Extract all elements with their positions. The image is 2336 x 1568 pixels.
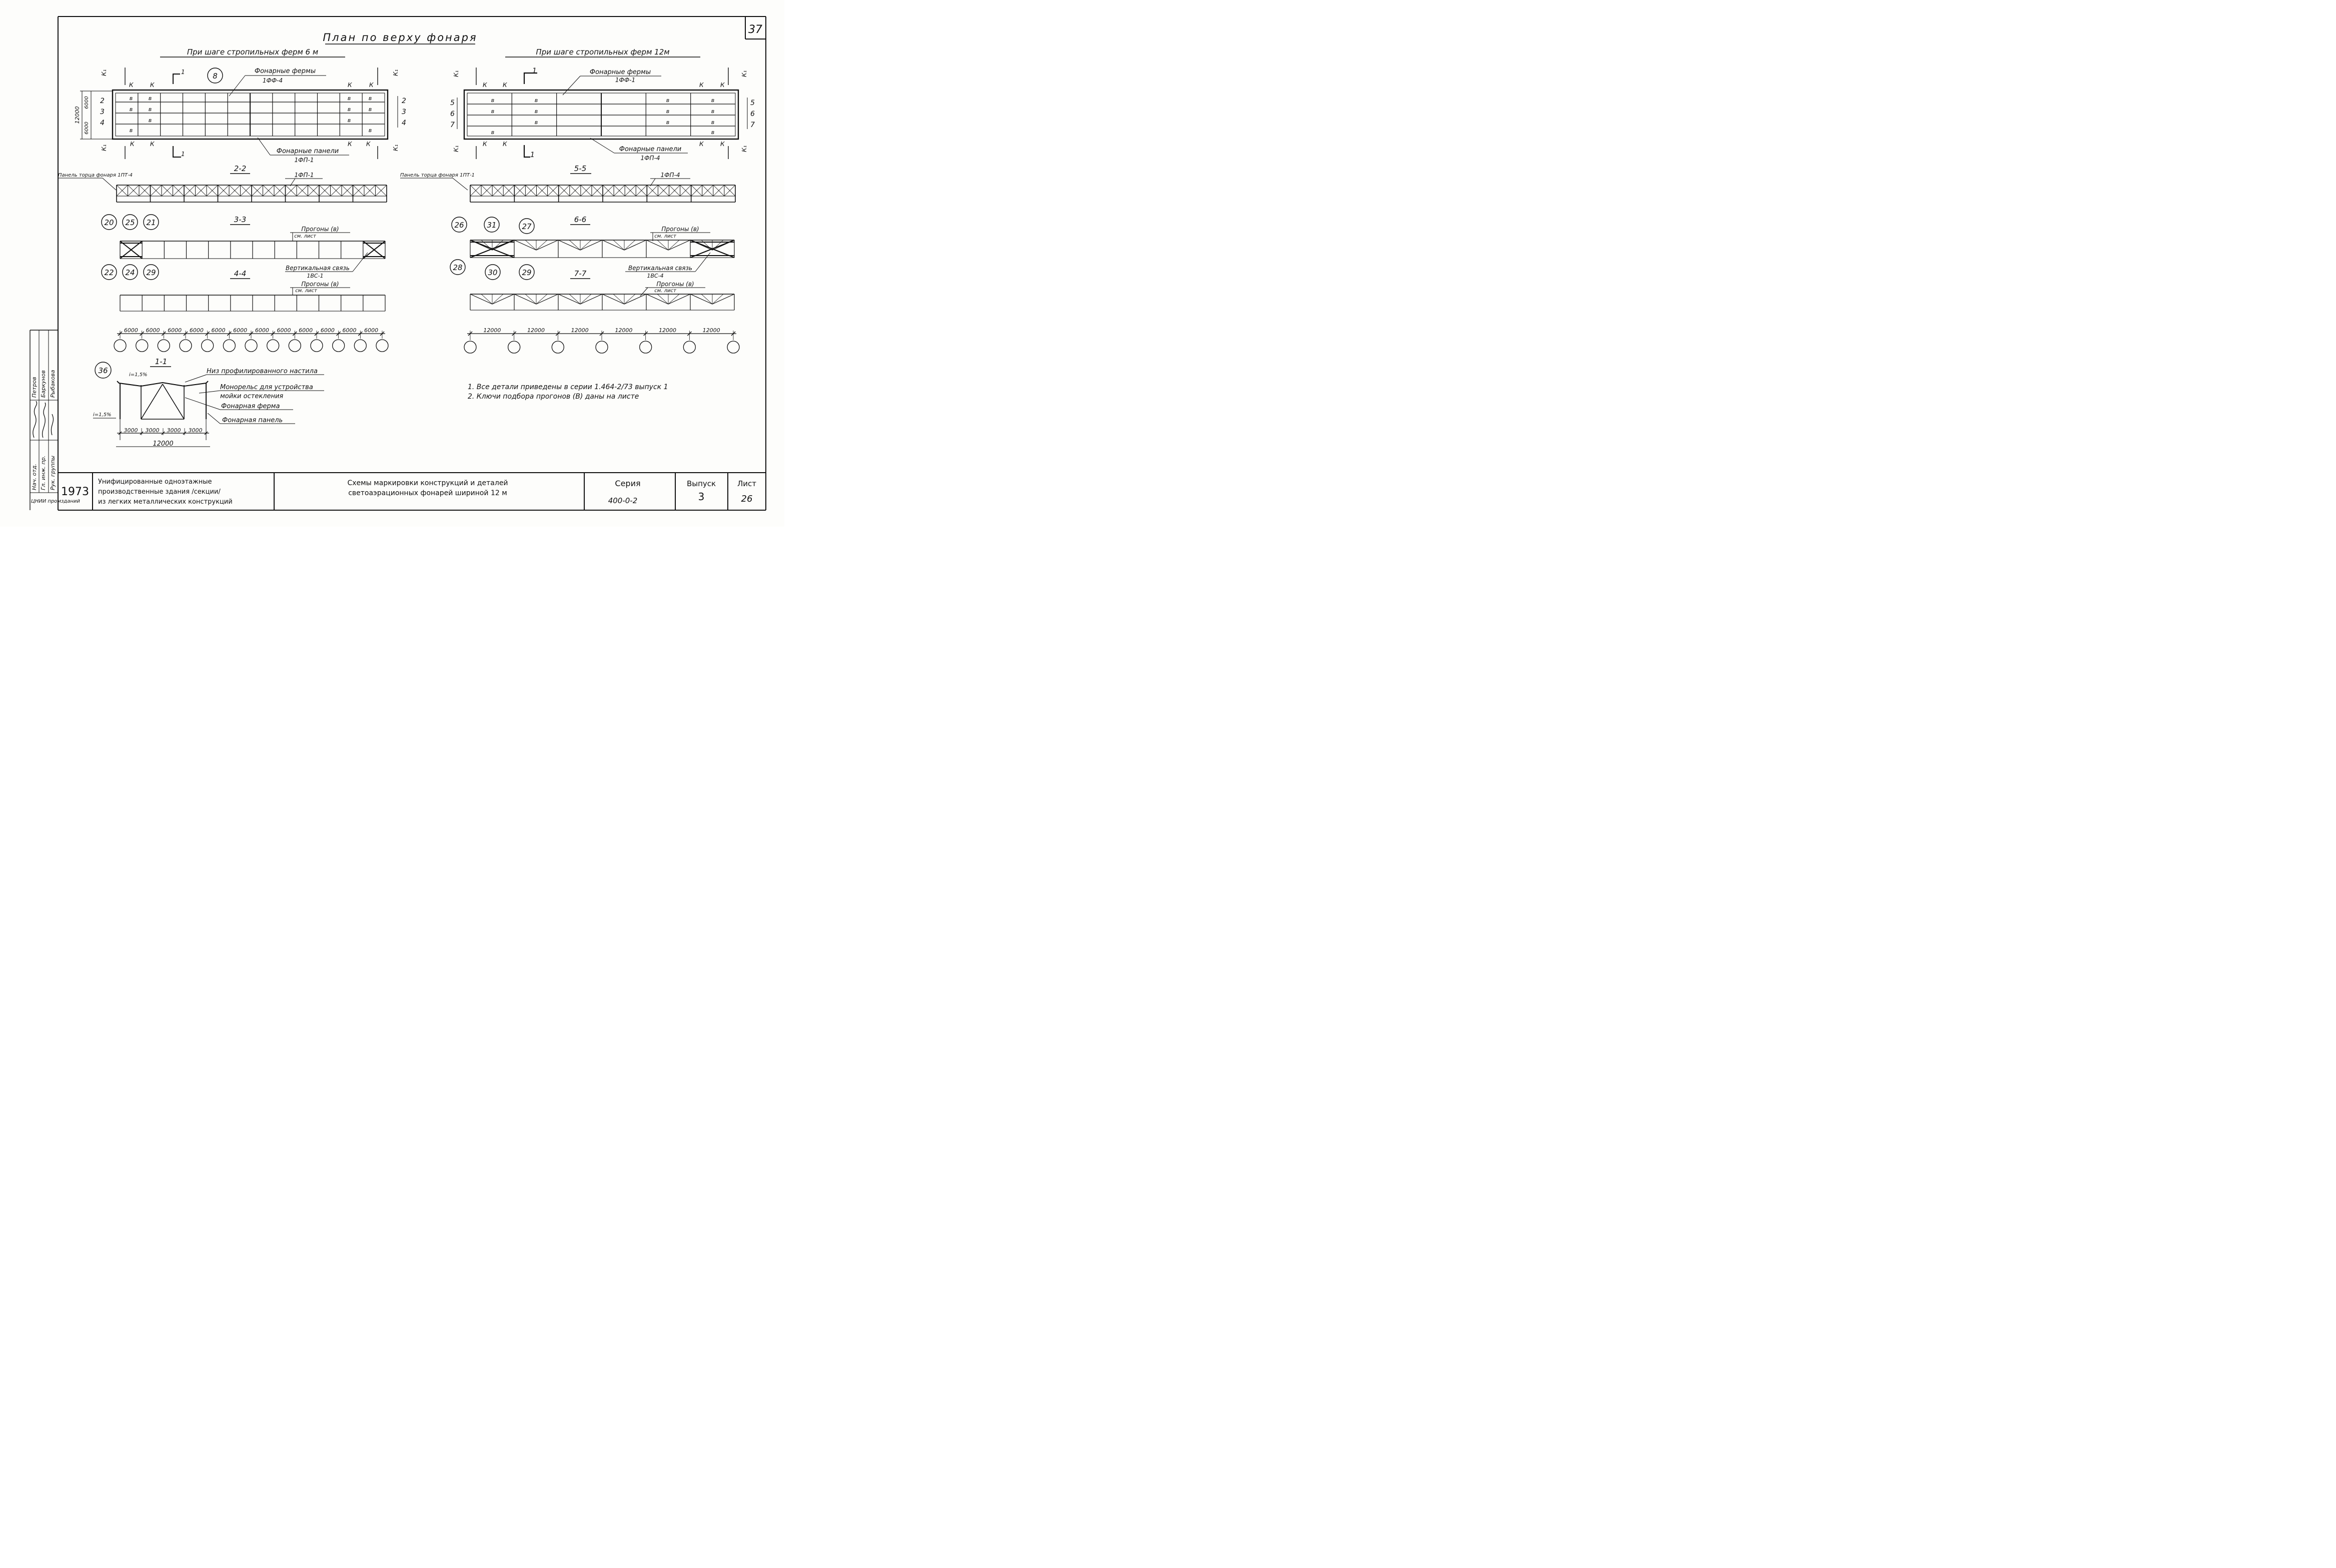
dim-value: 12000 xyxy=(702,327,720,334)
year: 1973 xyxy=(61,486,89,498)
mark-v: в xyxy=(491,97,495,104)
note-rail-2: мойки остекления xyxy=(220,393,284,400)
mark-v: в xyxy=(666,119,670,126)
truss-web xyxy=(580,294,591,304)
mark-k: К xyxy=(720,141,725,148)
purlins-label: Прогоны (в) xyxy=(301,226,339,233)
bracing-label: Вертикальная связь xyxy=(628,265,692,272)
trusses-label: Фонарные фермы xyxy=(254,68,316,75)
section-title: 6-6 xyxy=(574,215,587,224)
axis-circle xyxy=(376,340,388,352)
section-title: 4-4 xyxy=(234,269,247,278)
mark-v: в xyxy=(368,127,372,134)
truss-diagonal xyxy=(646,294,668,304)
axis-circle xyxy=(508,341,520,353)
callout-label: 29 xyxy=(146,268,156,277)
axis-circle xyxy=(311,340,323,352)
axis-circle xyxy=(223,340,235,352)
dim-value: 12000 xyxy=(659,327,676,334)
row-mark: 6 xyxy=(750,110,755,118)
end-panel-label: Панель торца фонаря 1ПТ-4 xyxy=(58,173,133,178)
dim-value: 3000 xyxy=(188,427,203,434)
axis-circle xyxy=(552,341,564,353)
left-plan xyxy=(74,68,406,164)
mark-k1: К₁ xyxy=(101,69,108,76)
row-mark: 4 xyxy=(100,119,105,127)
mark-v: в xyxy=(148,95,152,102)
mark-v: в xyxy=(666,97,670,104)
see-sheet: см. лист xyxy=(295,288,317,294)
end-panel-label: Панель торца фонаря 1ПТ-1 xyxy=(400,173,475,178)
truss-web xyxy=(569,294,580,304)
axis-circle xyxy=(202,340,214,352)
trusses-code: 1ФФ-4 xyxy=(262,77,283,84)
axis-circle xyxy=(158,340,170,352)
mark-v: в xyxy=(148,117,152,124)
row-mark: 7 xyxy=(450,121,455,129)
see-sheet: см. лист xyxy=(294,234,316,239)
role: Нач. отд. xyxy=(31,464,38,490)
truss-diagonal xyxy=(470,294,492,304)
section-6-6 xyxy=(450,215,734,280)
section-title: 3-3 xyxy=(234,215,247,224)
dim-value: 6000 xyxy=(342,327,357,334)
sheet-title-line: светоаэрационных фонарей шириной 12 м xyxy=(348,489,507,497)
truss-web xyxy=(481,294,492,304)
axis-circle xyxy=(267,340,279,352)
mark-k1: К₁ xyxy=(741,145,748,152)
right-plan-subtitle: При шаге стропильных ферм 12м xyxy=(536,48,670,57)
issue-value: 3 xyxy=(698,491,705,503)
purlins-label: Прогоны (в) xyxy=(661,226,699,233)
mark-k: К xyxy=(483,82,487,89)
axis-circle xyxy=(464,341,476,353)
truss-web xyxy=(624,240,635,250)
truss-diagonal xyxy=(602,294,624,304)
truss-diagonal xyxy=(712,294,734,304)
truss-diagonal xyxy=(602,240,624,250)
project-line: Унифицированные одноэтажные xyxy=(98,478,212,486)
project-line: из легких металлических конструкций xyxy=(98,498,233,506)
see-sheet: см. лист xyxy=(654,234,676,239)
mark-v: в xyxy=(347,95,351,102)
see-sheet: см. лист xyxy=(654,288,676,294)
mark-k: К xyxy=(503,141,507,148)
mark-v: в xyxy=(129,127,133,134)
callout-label: 22 xyxy=(104,268,114,277)
dim-value: 6000 xyxy=(255,327,269,334)
truss-diagonal xyxy=(690,294,712,304)
issue-label: Выпуск xyxy=(686,479,716,488)
callout-label: 24 xyxy=(125,268,135,277)
general-notes xyxy=(468,383,668,401)
axis-circle xyxy=(245,340,257,352)
trusses-label: Фонарные фермы xyxy=(589,69,651,76)
panels-label: Фонарные панели xyxy=(276,148,339,155)
callout-label: 30 xyxy=(488,268,498,277)
section-title: 5-5 xyxy=(574,164,587,173)
axis-circle xyxy=(114,340,126,352)
mark-k1: К₁ xyxy=(392,69,399,76)
name: Петров xyxy=(31,377,38,398)
dim-value: 6000 xyxy=(146,327,160,334)
bracing-code: 1ВС-4 xyxy=(647,273,664,279)
truss-web xyxy=(668,240,679,250)
truss-diagonal xyxy=(536,294,558,304)
callout-label: 28 xyxy=(453,263,463,272)
axis-circle xyxy=(333,340,345,352)
dim-value: 12000 xyxy=(483,327,501,334)
project-line: производственные здания /секции/ xyxy=(98,488,221,496)
truss-diagonal xyxy=(624,240,646,250)
dim-value: 6000 xyxy=(277,327,291,334)
mark-v: в xyxy=(534,108,538,115)
row-mark: 5 xyxy=(450,99,455,107)
mark-v: в xyxy=(711,129,715,136)
row-mark: 5 xyxy=(750,99,755,107)
truss-diagonal xyxy=(646,240,668,250)
name: Баркунов xyxy=(40,370,47,398)
mark-v: в xyxy=(491,108,495,115)
axis-circle xyxy=(289,340,301,352)
axis-circle xyxy=(136,340,148,352)
note-panel: Фонарная панель xyxy=(222,417,283,424)
left-plan-dim-total: 12000 xyxy=(74,106,81,124)
row-mark: 2 xyxy=(100,97,105,105)
callout-label: 21 xyxy=(146,218,156,227)
dim-value: 6000 xyxy=(320,327,335,334)
truss-diagonal xyxy=(624,294,646,304)
mark-k: К xyxy=(129,82,134,89)
mark-v: в xyxy=(534,97,538,104)
slope-side: i=1,5% xyxy=(93,412,112,418)
mark-v: в xyxy=(347,117,351,124)
dim-value: 6000 xyxy=(364,327,379,334)
callout-8-label: 8 xyxy=(213,72,218,81)
section-2-2 xyxy=(58,164,387,202)
left-dimension-row xyxy=(114,327,388,352)
dim-value: 6000 xyxy=(233,327,248,334)
section-1-1 xyxy=(93,357,324,448)
truss-web xyxy=(525,294,536,304)
role: Гл. инж. пр. xyxy=(40,455,47,490)
left-plan-subtitle: При шаге стропильных ферм 6 м xyxy=(187,48,319,57)
note-2: 2. Ключи подбора прогонов (В) даны на листе xyxy=(468,393,639,401)
left-plan-dim-part: 6000 xyxy=(84,122,90,135)
truss-diagonal xyxy=(668,294,690,304)
mark-k: К xyxy=(699,141,704,148)
sheet-number-box xyxy=(745,17,766,39)
sheet-title-line: Схемы маркировки конструкций и деталей xyxy=(347,479,508,487)
note-deck: Низ профилированного настила xyxy=(207,368,318,375)
section-title: 1-1 xyxy=(155,357,168,366)
truss-web xyxy=(569,240,580,250)
note-1: 1. Все детали приведены в серии 1.464-2/73 выпуск 1 xyxy=(468,383,668,391)
panel-code: 1ФП-4 xyxy=(660,172,680,179)
truss-web xyxy=(536,294,547,304)
axis-circle xyxy=(354,340,366,352)
series-label: Серия xyxy=(615,479,641,488)
signature xyxy=(43,403,46,438)
right-dimension-row xyxy=(464,327,739,353)
mark-v: в xyxy=(129,106,133,113)
drawing-sheet xyxy=(0,0,784,527)
truss-web xyxy=(624,294,635,304)
callout-label: 27 xyxy=(522,222,532,231)
truss-web xyxy=(701,294,712,304)
callout-label: 31 xyxy=(487,221,497,230)
mark-k1: К₁ xyxy=(453,145,460,152)
truss-web xyxy=(492,294,503,304)
mark-k: К xyxy=(699,82,704,89)
mark-k: К xyxy=(130,141,135,148)
truss-web xyxy=(657,240,668,250)
approval-stamp xyxy=(30,330,80,510)
purlins-label: Прогоны (в) xyxy=(656,281,694,288)
truss-diagonal xyxy=(558,294,580,304)
truss-web xyxy=(613,240,624,250)
section-title: 7-7 xyxy=(574,269,587,278)
dim-value: 12000 xyxy=(615,327,633,334)
dim-value: 6000 xyxy=(211,327,226,334)
mark-k1: К₁ xyxy=(392,144,399,151)
drawing-canvas xyxy=(0,0,784,527)
callout-label: 26 xyxy=(454,221,464,230)
mark-k: К xyxy=(369,82,374,89)
mark-k: К xyxy=(366,141,371,148)
mark-k: К xyxy=(348,141,352,148)
mark-k1: К₁ xyxy=(741,70,748,77)
dim-value: 6000 xyxy=(189,327,204,334)
dim-value: 6000 xyxy=(124,327,138,334)
note-truss: Фонарная ферма xyxy=(221,403,280,410)
dim-value: 3000 xyxy=(124,427,138,434)
truss-diagonal xyxy=(580,294,602,304)
mark-k: К xyxy=(348,82,352,89)
section-title: 2-2 xyxy=(234,164,247,173)
truss-diagonal xyxy=(514,294,536,304)
section-mark: 1 xyxy=(530,151,535,159)
main-title: План по верху фонаря xyxy=(323,32,478,44)
mark-v: в xyxy=(666,108,670,115)
row-mark: 3 xyxy=(402,108,406,116)
org: ЦНИИ промзданий xyxy=(31,499,80,504)
mark-v: в xyxy=(534,119,538,126)
sheet-value: 26 xyxy=(741,494,753,504)
mark-v: в xyxy=(711,119,715,126)
role: Рук. группы xyxy=(50,455,56,490)
truss-web xyxy=(580,240,591,250)
dim-value: 3000 xyxy=(145,427,160,434)
axis-circle xyxy=(180,340,192,352)
truss-web xyxy=(536,240,547,250)
series-value: 400-0-2 xyxy=(608,496,638,505)
dim-value: 12000 xyxy=(527,327,545,334)
bracing-code: 1ВС-1 xyxy=(307,273,324,279)
truss-web xyxy=(613,294,624,304)
callout-36-label: 36 xyxy=(98,366,108,375)
mark-k: К xyxy=(150,82,155,89)
axis-circle xyxy=(727,341,739,353)
truss-web xyxy=(525,240,536,250)
slope-top: i=1,5% xyxy=(129,372,148,378)
callout-label: 20 xyxy=(104,218,114,227)
dim-value: 3000 xyxy=(167,427,181,434)
section-mark: 1 xyxy=(181,151,185,158)
axis-circle xyxy=(683,341,695,353)
mark-k: К xyxy=(720,82,725,89)
section-7-7 xyxy=(470,269,734,310)
total-dim: 12000 xyxy=(153,440,174,448)
purlins-label: Прогоны (в) xyxy=(301,281,339,288)
signature xyxy=(51,414,53,435)
title-block xyxy=(58,473,766,510)
section-mark: 1 xyxy=(532,67,537,75)
mark-k: К xyxy=(503,82,507,89)
mark-k: К xyxy=(483,141,487,148)
axis-circle xyxy=(596,341,608,353)
mark-v: в xyxy=(148,106,152,113)
callout-label: 25 xyxy=(125,218,135,227)
section-4-4 xyxy=(120,269,385,311)
mark-v: в xyxy=(368,95,372,102)
panels-label: Фонарные панели xyxy=(619,146,682,153)
signature xyxy=(33,401,37,438)
row-mark: 7 xyxy=(750,121,755,129)
truss-web xyxy=(668,294,679,304)
truss-diagonal xyxy=(536,240,558,250)
dim-value: 12000 xyxy=(571,327,589,334)
trusses-code: 1ФФ-1 xyxy=(615,77,636,84)
truss-diagonal xyxy=(514,240,536,250)
mark-k: К xyxy=(150,141,155,148)
section-mark: 1 xyxy=(181,69,185,76)
truss-web xyxy=(712,294,723,304)
panels-code: 1ФП-4 xyxy=(640,155,660,162)
name: Рыбакова xyxy=(50,370,56,398)
left-plan-dim-part: 6000 xyxy=(84,96,90,109)
row-mark: 6 xyxy=(450,110,455,118)
mark-v: в xyxy=(711,108,715,115)
truss-diagonal xyxy=(492,294,514,304)
truss-diagonal xyxy=(558,240,580,250)
bracing-label: Вертикальная связь xyxy=(286,265,350,272)
row-mark: 4 xyxy=(402,119,406,127)
note-rail: Монорельс для устройства xyxy=(220,384,313,391)
section-5-5 xyxy=(400,164,735,202)
mark-v: в xyxy=(347,106,351,113)
panel-code: 1ФП-1 xyxy=(294,172,314,179)
row-mark: 3 xyxy=(100,108,105,116)
callout-label: 29 xyxy=(522,268,532,277)
mark-v: в xyxy=(711,97,715,104)
mark-v: в xyxy=(491,129,495,136)
dim-value: 6000 xyxy=(168,327,182,334)
axis-circle xyxy=(640,341,652,353)
row-mark: 2 xyxy=(402,97,406,105)
dim-value: 6000 xyxy=(299,327,313,334)
mark-v: в xyxy=(368,106,372,113)
sheet-label: Лист xyxy=(737,479,757,488)
truss-diagonal xyxy=(668,240,690,250)
mark-k1: К₁ xyxy=(101,144,108,151)
sheet-number: 37 xyxy=(748,24,762,36)
right-plan xyxy=(450,67,755,162)
mark-k1: К₁ xyxy=(453,70,460,77)
panels-code: 1ФП-1 xyxy=(294,157,314,164)
truss-web xyxy=(657,294,668,304)
truss-diagonal xyxy=(580,240,602,250)
mark-v: в xyxy=(129,95,133,102)
